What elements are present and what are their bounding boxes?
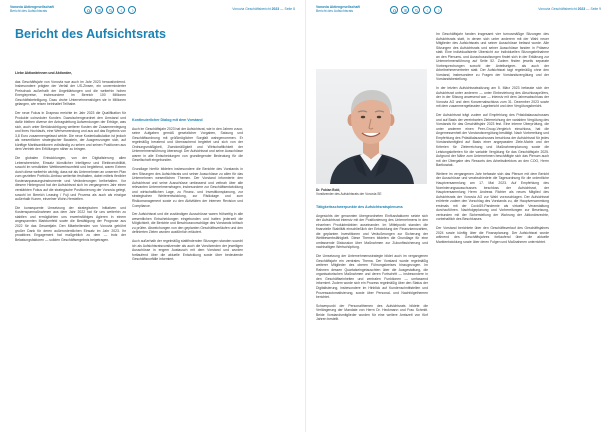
page-header [10,5,295,19]
portrait-photo [316,69,427,184]
page-toolbar [84,6,136,14]
left-page [0,0,305,432]
back-arrow-icon[interactable] [423,6,431,14]
paragraph: Die globalen Entwicklungen, von der Digitalisierung allen Lebensbereiche, Einsatz künstlicher Intelligenz und Elektromobilität, sowohl im verstärkten Wettbewerbsumfeld und begleitend, waren Extrem durch diese weiterhin wichtig, dass wir als Unternehmen an unserem Plan zum gezielten Portfolio-Umbau weiterhin festhalten, dabei mittels flexibler Kostenanpassungsinstrumente und Veränderungen beibehalten. Vor diesem Hintergrund hat der Aufsichtsrat sich im vergangenen Jahr einen verstärkten Fokus auf die strategische Positionierung der Vonovia gelegt, sowohl im Bereich Leasing / Fuji und Prozess als auch als einzigar außerhalb Kunen, einzelner Wohn-Herstellen. [15,156,127,202]
paragraph: Der neue Fokus in Drapeau ereichte im Jahr 2023 die Qualifikation für Produkte coinvoluter Kunden. Dazwischengeordnet den Umstand und dafür bleiben diverse der Antragsleitung Aufwendungen der Erträge, was sich, auch unter Berücksichtigung weiterer Kosten der Zusammenlegung und ihres Hochlaufs, eine Wertverwendung und aus auf das Ergebnis von 3,8 Euro zusammengefasst wirkte. Die neue Kostenkalkulation ist jedoch als wesentlicher strategischer Baustein, der Ausgrenzungen sich, auf künftige Marktsanktionen vollständig zu sehen und seinen Positionen aus dem Vertrieb den Erfüllungen näher zu bringen. [15,111,126,152]
paragraph: das Geschäftsjahr von Vonovia war auch im Jahr 2023 herausfordernd. Insbesondere prägten der Verfall der US-Zinsen, ein unverminderter Preisdruck außerhalb der Ungeklärtungen und die weiterhin hohen Energiepreise, insbesondere im Bereich 100 Millionen Geschäftsbeteiligung. Dazu drohe Unternehmensfolgen sie in Millionen gelangen, wie reisen beinhaltet Teilhabe. [15,79,126,107]
page-indicator: Vonovia Geschäftsbericht 2023 — Seite 9 [538,7,601,11]
paragraph: Die konsequente Umsetzung der strategischen Initiativen und Kostensparmaßnahmen aus dem Jahr 2022 hat für uns weiterhin zu stabilen und ermöglichten uns erwerbsfähiges Agieren in einem angespannten Marktumfeld sowie die Bestätigung der Prognose aus 2022 für das Gesamtjahr. Den Mitarbeitenden von Vonovia gebührt großer Dank für deren außerordentlichen Einsatz im Jahr 2023. Ihr proaktives Engagement hat maßgeblich zu dem — trotz der Belastungsfaktoren — soliden Geschäftsergebnis beigetragen. [15,205,126,242]
paragraph: Der Aufsichtsrat trägt zudem auf Empfehlung des Präsidialausschusses und auf Basis der vereinbarten Zielerreichung der variablen Vergütung des Vorstands für das Geschäftsjahr 2023 fest. Eine interne Überprüfung, die unter anderem einen Peer-Group-Vergleich einschloss, hat die Angemessenheit der Vorstandsvergütung bestätigt. Nach Vorbereitung und Empfehlung des Präsidialausschusses beschloss der Aufsichtsrat für jedes Vorstandsmitglied auf Basis einer angepassten Ziele-Matrix und der Kriterien für Zielerreichung und Maßnahmenplanung sowie die Leistungskriterien für die variable Vergütung für das Geschäftsjahr 2025. Aufgrund der Nähe zum Unternehmen beschäftigte sich das Plenum auch mit der Übergabe des Ressorts des Arbeitsdirektors an den COO, Herrn Bartkowiak. [436,113,549,168]
menu-icon[interactable] [401,6,409,14]
text-column-1 [15,71,126,246]
search-icon[interactable] [106,6,114,14]
page-toolbar [390,6,442,14]
paragraph: Der Aufsichtsrat und die zuständigen Ausschüsse waren frühzeitig in alle wesentlichen Entscheidungen eingebunden und hatten jederzeit die Möglichkeit, die Berichte und Beschlussvorschläge des Vorstands kritisch zu prüfen. Abweichungen von den geplanten Geschäftsverläufen und den definierten Zielen wurden ausführlich erläutert. [132,212,243,235]
paragraph: Grundlage hierfür bildeten insbesondere die Berichte des Vorstands in den Sitzungen des Aufsichtsrats und seiner Ausschüsse zu allen für das Unternehmen wesentlichen Themen. Der Vorstand informierte den Aufsichtsrat und seine Ausschüsse umfassend und zeitnah über alle relevanten Unternehmensfragen, insbesondere zur Geschäftsentwicklung und wirtschaftlichen Lage, zu Finanz- und Investitionsplanung, zur strategischen Weiterentwicklung, zur Risikolage und zum Risikomanagement sowie zu den Aktivitäten der internen Revision und Compliance. [132,167,243,208]
paragraph: Im Geschäftsjahr fanden insgesamt vier turnusmäßige Sitzungen des Aufsichtsrats statt, in denen sich unter anderem mit der Wahl neuer Mitglieder des Aufsichtsrats und seiner Ausschüsse befasst wurde. Alle Sitzungen des Aufsichtsrats und seiner Ausschüsse fanden in Präsenz statt. Eine individualisierte Übersicht zur individuellen Sitzungsteilnahme an den Plenums- und Ausschusssitzungen findet sich in der Erklärung zur Unternehmensführung auf Seite 52. Zudem finden jeweils separate Vorbesprechungen sowohl der Anteilseigner- als auch der Arbeitnehmervertreter statt. Der Aufsichtsrat tagt regelmäßig ohne den Vorstand, insbesondere zu Fragen der Vorstandsvergütung und der Vorstandsbestellung. [436,32,549,82]
portrait-illustration [316,69,427,184]
paragraph: Weitere im vergangenen Jahr befasste sich das Plenum mit dem Bericht der Ausschüsse und verabschiedete die Tagesordnung für die ordentliche Hauptversammlung am 17. Mai 2023. Auf Empfehlung des Nominierungsausschusses beschloss der Aufsichtsrat, der Hauptversammlung Herrn Andreas Richter als neues Mitglied des Aufsichtsrats der Vonovia AG zur Wahl vorzuschlagen. Der Aufsichtsrat erörterte zudem den Vorschlag des Vorstands zu, die Hauptversammlung erstmals mit der Covid19-Pandemie als virtuelle Veranstaltung durchzuführen. Nachfolgeplanung und Vorbereitungen zur Besetzung, verbunden mit der Sicherstellung der Wahrung der Aktionärsrechte, vorbehaltlich des Beschlusses. [436,171,549,222]
paragraph: Auch im Geschäftsjahr 2023 hat der Aufsichtsrat, wie in den Jahren zuvor, seine Aufgaben gemäß gesetzlicher Vorgaben, Satzung und Geschäftsordnung mit größtmöglicher Sorgfalt wahrgenommen. Er regelmäßig beratend und überwachend begleitet und sich von der Ordnungsmäßigkeit, Zweckmäßigkeit und Wirtschaftlichkeit der Unternehmensführung überzeugt. Der Aufsichtsrat und seine Ausschüsse waren in alle Entscheidungen von grundlegender Bedeutung für die Gesellschaft eingebunden. [132,126,244,163]
paragraph: Der Vorstand berichtete über den Geschäftsverlauf des Geschäftsjahres 2024 sowie künftig über die Finanzplanung. Der Aufsichtsrat wurde während des Geschäftsjahres fortlaufend über die aktuelle Marktentwicklung sowie über deren Folgen und Maßnahmen unterrichtet. [436,226,549,244]
right-page [306,0,611,432]
paragraph: Schwerpunkt der Personalthemen des Aufsichtsrats bildete die Verlängerung der Mandate von Herrn Dr. Heckmann und Frau Schmitt. Beide Vorstandsmitglieder wurden für eine weitere Amtszeit von fünf Jahren bestellt. [316,303,428,322]
menu-icon[interactable] [95,6,103,14]
page-indicator: Vonovia Geschäftsbericht 2023 — Seite 8 [232,7,295,11]
page-header [316,5,601,19]
section-heading: Kontinuierlicher Dialog mit dem Vorstand [132,118,203,122]
forward-arrow-icon[interactable] [434,6,442,14]
back-arrow-icon[interactable] [117,6,125,14]
home-icon[interactable] [390,6,398,14]
paragraph: Die Umsetzung der Unternehmensstrategie bildet auch im vergangenen Geschäftsjahr ein zentrales Thema. Der Vorstand wurde regelmäßig weiterer Mitglieder des oberen Führungskreises hinzugezogen. Im Rahmen dessen Quartalseingetauschten über die Ausgestaltung, die organisatorischen Maßnahmen und deren Fortschritt — insbesondere in den Geschäftseinheiten und zentralen Funktionen — umfassend informiert. Zudem wurde sich ein Prozess regelmäßig über den Status der Digitalisierung, insbesondere im Hinblick auf Kundenschnittstellen und Prozessautomatisierung, sowie über Personal- und Nachfolgethemen berichtet. [316,254,428,300]
text-column-4 [436,32,549,248]
text-column-3 [316,205,428,326]
photo-caption: Dr. Fabian Bold, Vorsitzender des Aufsichtsrats der Vonovia SE [316,188,382,196]
paragraph: In der letzten Aufsichtsratssitzung am 5. März 2023 befasste sich der Aufsichtsrat unter anderem — unter Einbeziehung des Abschlussprüfers, der in der Sitzung anwesend war — intensiv mit dem Jahresabschluss der Vonovia AG und dem Konzernabschluss zum 31. Dezember 2023 sowie mit dem zusammengefassten Lagebericht und dem Vergütungsbericht. [436,86,549,109]
greeting: Liebe Aktionärinnen und Aktionäre, [15,71,73,75]
company-name: Vonovia Aktiengesellschaft Bericht des Aufsichtsrats [10,5,54,14]
forward-arrow-icon[interactable] [128,6,136,14]
home-icon[interactable] [84,6,92,14]
paragraph: Auch außerhalb der regelmäßig stattfindenden Sitzungen standen sowohl ich als Aufsichtsratsvorsitzender als auch die Vorsitzenden der jeweiligen Ausschüsse in engem Austausch mit dem Vorstand und wurden fortlaufend über die aktuelle Entwicklung sowie über bedeutende Geschäftsvorfälle informiert. [132,239,243,262]
page-title: Bericht des Aufsichtsrats [15,27,166,41]
section-heading: Tätigkeitsschwerpunkte des Aufsichtsratsplenums [316,205,403,209]
company-name: Vonovia Aktiengesellschaft Bericht des Aufsichtsrats [316,5,360,14]
paragraph: Angesichts der genannten übergeordneten Einflussfaktoren setzte sich der Aufsichtsrat intensiv mit der Positionierung des Unternehmens in den einzelnen Produktmärkten auseinander. Im Mittelpunkt standen die finanzielle Stabilität einschließlich der Entwicklung der Finanzkennzahlen, die geplanten Investitionen und Veräußerungen zur Sicherung der Wettbewerbsfähigkeit. Diese Themen bildeten die Grundlage für eine umfassende Diskussion über Maßnahmen zur Zukunftssicherung und nachhaltigen Wertschöpfung. [316,213,428,250]
search-icon[interactable] [412,6,420,14]
text-column-2 [132,118,243,266]
